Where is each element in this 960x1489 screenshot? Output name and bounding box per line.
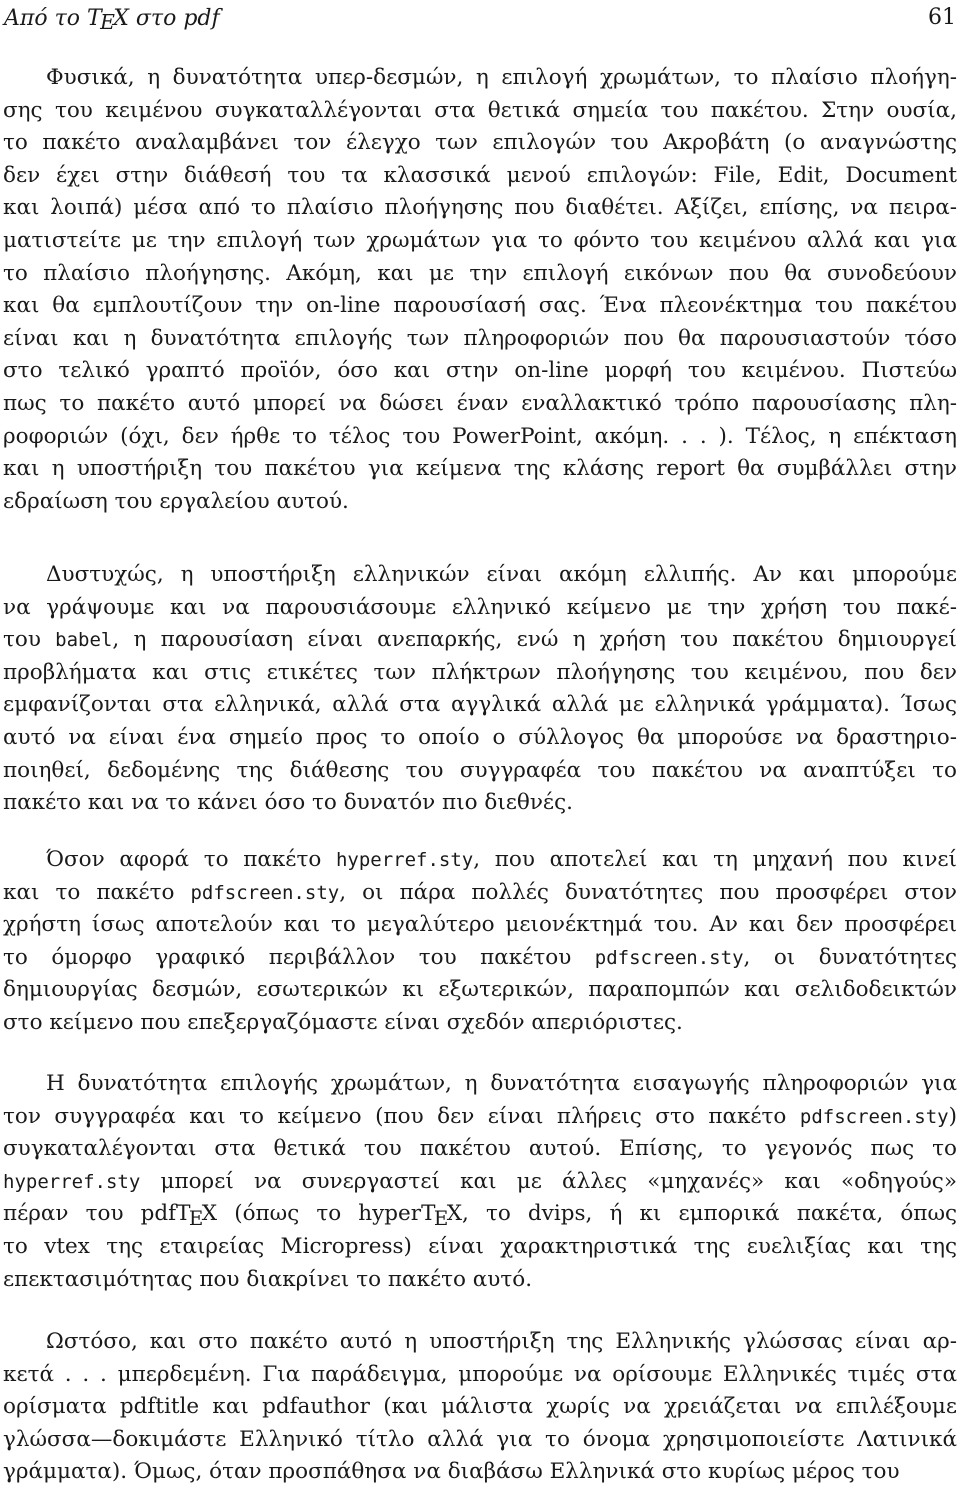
- code-token: pdfscreen.sty: [190, 881, 340, 904]
- text-line: [3, 1232, 957, 1262]
- text-line: [3, 259, 957, 289]
- running-head-suffix: X στο pdf: [113, 6, 220, 31]
- text-segment: και η υποστήριξη του πακέτου για κείμενα της κλάσης report θα συμβάλλει στην: [3, 456, 957, 482]
- tex-logo-e: E: [100, 10, 115, 35]
- text-line: [3, 1327, 957, 1357]
- text-segment: ορίσματα pdftitle και pdfauthor (και μάλιστα χωρίς να χρειάζεται να επιλέξουμε: [3, 1394, 957, 1420]
- text-line: [3, 593, 957, 623]
- text-line: [3, 324, 957, 354]
- text-segment: ): [948, 1103, 957, 1129]
- running-head-prefix: Από το T: [4, 6, 102, 31]
- text-segment: να γράψουμε και να παρουσιάσουμε ελληνικό κείμενο με την χρήση του πακέ-: [3, 594, 957, 620]
- text-segment: συγκαταλέγονται στα θετικά του πακέτου αυτού. Επίσης, το γεγονός πως το: [3, 1136, 957, 1162]
- text-segment: και το πακέτο: [3, 879, 191, 905]
- text-segment: του: [3, 627, 56, 653]
- text-segment: πέραν του pdfTEX (όπως το hyperTEX, το dvips, ή κι εμπορικά πακέτα, όπως: [3, 1201, 958, 1230]
- text-segment: Ωστόσο, και στο πακέτο αυτό η υποστήριξη της Ελληνικής γλώσσας είναι αρ-: [3, 1329, 957, 1354]
- text-segment: γράμματα). Όμως, όταν προσπάθησα να διαβάσω Ελληνικά στο κυρίως μέρος του: [3, 1459, 900, 1485]
- code-token: hyperref.sty: [3, 1170, 141, 1193]
- text-line: [3, 96, 957, 126]
- text-segment: εδραίωση του εργαλείου αυτού.: [3, 488, 349, 514]
- text-segment: πως το πακέτο αυτό μπορεί να δώσει έναν εναλλακτικό τρόπο παρουσίασης πλη-: [3, 391, 957, 416]
- text-line: [3, 878, 957, 908]
- text-segment: ροφοριών (όχι, δεν ήρθε το τέλος του PowerPoint, ακόμη. . . ). Τέλος, η επέκταση: [3, 423, 957, 449]
- text-line: [3, 1102, 957, 1132]
- text-segment: σης του κειμένου συγκαταλλέγονται στα θετικά σημεία του πακέτου. Στην ουσία,: [3, 97, 957, 123]
- text-segment: κετά . . . μπερδεμένη. Για παράδειγμα, μπορούμε να ορίσουμε Ελληνικές τιμές στα: [3, 1361, 957, 1387]
- text-line: [3, 1069, 957, 1099]
- text-line: [3, 1457, 957, 1487]
- text-segment: αυτό να είναι ένα σημείο προς το οποίο ο σύλλογος θα μπορούσε να δραστηριο-: [3, 725, 957, 750]
- page-header: [4, 4, 956, 36]
- text-segment: είναι και η δυνατότητα επιλογής των πληροφοριών που θα παρουσιαστούν τόσο: [3, 325, 957, 351]
- text-segment: τον συγγραφέα και το κείμενο (που δεν είναι πλήρεις στο πακέτο: [3, 1103, 800, 1129]
- text-line: [3, 560, 957, 590]
- text-line: [3, 723, 957, 753]
- text-segment: Φυσικά, η δυνατότητα υπερ-δεσμών, η επιλογή χρωμάτων, το πλαίσιο πλοήγη-: [3, 65, 957, 90]
- text-line: [3, 1392, 957, 1422]
- text-segment: Η δυνατότητα επιλογής χρωμάτων, η δυνατότητα εισαγωγής πληροφοριών για: [3, 1071, 957, 1096]
- text-line: [3, 1425, 957, 1455]
- text-segment: δημιουργίας δεσμών, εσωτερικών κι εξωτερικών, παραπομπών και σελιδοδεικτών: [3, 977, 957, 1003]
- text-segment: στο κείμενο που επεξεργαζόμαστε είναι σχεδόν απεριόριστες.: [3, 1010, 683, 1035]
- text-segment: το πλαίσιο πλοήγησης. Ακόμη, και με την επιλογή εικόνων που θα συνοδεύουν: [3, 260, 957, 286]
- text-segment: μπορεί να συνεργαστεί και με άλλες «μηχανές» και «οδηγούς»: [140, 1168, 957, 1194]
- text-line: [3, 690, 957, 720]
- text-line: [3, 487, 957, 517]
- text-line: [3, 845, 957, 875]
- text-segment: το πακέτο αναλαμβάνει τον έλεγχο των επιλογών του Ακροβάτη (ο αναγνώστης: [3, 130, 957, 156]
- text-segment: προβλήματα και στις ετικέτες των πλήκτρων πλοήγησης του κειμένου, που δεν: [3, 659, 957, 685]
- code-token: babel: [55, 629, 113, 652]
- text-line: [3, 756, 957, 786]
- text-line: [3, 1360, 957, 1390]
- text-line: [3, 422, 957, 452]
- text-segment: ματιστείτε με την επιλογή των χρωμάτων για το φόντο του κειμένου αλλά και για: [3, 228, 957, 253]
- text-segment: πακέτο και να το κάνει όσο το δυνατόν πιο διεθνές.: [3, 790, 573, 816]
- page-number: 61: [928, 5, 956, 30]
- text-segment: γλώσσα—δοκιμάστε Ελληνικό τίτλο αλλά για το όνομα χρησιμοποιείστε Λατινικά: [3, 1426, 957, 1452]
- text-line: [3, 1134, 957, 1164]
- text-segment: , που αποτελεί και τη μηχανή που κινεί: [473, 847, 957, 872]
- text-segment: Όσον αφορά το πακέτο: [3, 847, 336, 872]
- text-line: [3, 625, 957, 655]
- text-segment: στο τελικό γραπτό προϊόν, όσο και στην on-line μορφή του κειμένου. Πιστεύω: [3, 358, 957, 384]
- text-segment: δεν έχει στην διάθεσή του τα κλασσικά μενού επιλογών: File, Edit, Document: [3, 162, 957, 188]
- text-line: [3, 658, 957, 688]
- text-line: [3, 1265, 957, 1295]
- text-line: [3, 910, 957, 940]
- text-segment: ποιηθεί, δεδομένης της διάθεσης του συγγραφέα του πακέτου να αναπτύξει το: [3, 757, 957, 783]
- code-token: pdfscreen.sty: [799, 1105, 949, 1128]
- code-token: hyperref.sty: [335, 849, 474, 871]
- text-segment: , η παρουσίαση είναι ανεπαρκής, ενώ η χρήση του πακέτου δημιουργεί: [112, 627, 957, 653]
- text-line: [3, 975, 957, 1005]
- text-line: [3, 389, 957, 419]
- text-line: [3, 1167, 957, 1197]
- text-line: [3, 63, 957, 93]
- text-segment: Δυστυχώς, η υποστήριξη ελληνικών είναι ακόμη ελλιπής. Αν και μπορούμε: [3, 562, 957, 587]
- text-segment: το vtex της εταιρείας Micropress) είναι χαρακτηριστικά της ευελιξίας και της: [3, 1234, 957, 1259]
- running-head: [4, 4, 220, 33]
- text-segment: επεκτασιμότητας που διακρίνει το πακέτο αυτό.: [3, 1266, 533, 1292]
- text-segment: και θα εμπλουτίζουν την on-line παρουσίασή σας. Ένα πλεονέκτημα του πακέτου: [3, 293, 957, 319]
- text-segment: , οι δυνατότητες: [743, 944, 958, 970]
- text-segment: το όμορφο γραφικό περιβάλλον του πακέτου: [3, 944, 595, 970]
- text-line: [3, 788, 957, 818]
- text-line: [3, 291, 957, 321]
- text-segment: χρήστη ίσως αποτελούν και το μεγαλύτερο μειονέκτημά του. Αν και δεν προσφέρει: [3, 912, 957, 938]
- text-segment: εμφανίζονται στα ελληνικά, αλλά στα αγγλικά αλλά με ελληνικά γράμματα). Ίσως: [3, 692, 957, 718]
- text-line: [3, 356, 957, 386]
- text-line: [3, 226, 957, 256]
- text-line: [3, 454, 957, 484]
- text-segment: , οι πάρα πολλές δυνατότητες που προσφέρει στον: [339, 879, 957, 905]
- text-line: [3, 193, 957, 223]
- text-line: [3, 943, 957, 973]
- text-line: [3, 1008, 957, 1038]
- text-line: [3, 1199, 957, 1229]
- code-token: pdfscreen.sty: [594, 946, 744, 969]
- text-line: [3, 128, 957, 158]
- text-segment: και λοιπά) μέσα από το πλαίσιο πλοήγησης που διαθέτει. Αξίζει, επίσης, να πειρα-: [3, 195, 957, 221]
- text-line: [3, 161, 957, 191]
